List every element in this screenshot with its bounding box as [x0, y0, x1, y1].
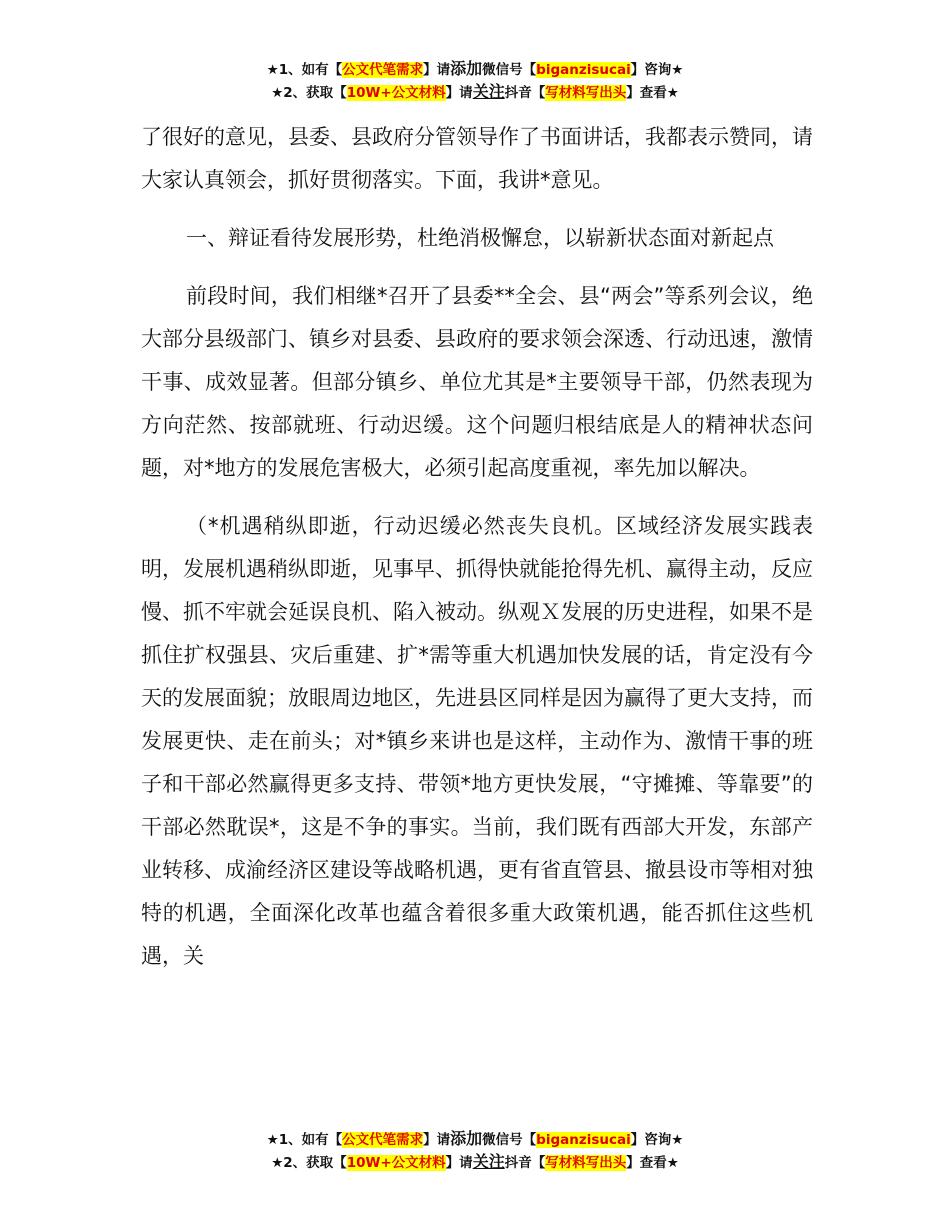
banner-text: 】查看★ [626, 85, 679, 101]
banner-highlight-ghostwriting: 公文代笔需求 [342, 62, 424, 78]
banner-text: 】查看★ [626, 1155, 679, 1171]
banner-text: 】咨询★ [630, 62, 684, 78]
banner-text: 】请 [423, 62, 451, 78]
banner-text: 】请 [445, 85, 473, 101]
banner-highlight-wechat-id: biganzisucai [536, 62, 631, 78]
banner-text: 微信号【 [482, 1132, 537, 1148]
banner-text: ★1、如有【 [266, 62, 343, 78]
banner-emphasis: 关注 [472, 82, 505, 101]
banner-line-1 [0, 58, 950, 81]
banner-text: 微信号【 [482, 62, 537, 78]
paragraph-2: 前段时间，我们相继*召开了县委**全会、县“两会”等系列会议，绝大部分县级部门、镇乡对县委、县政府的要求领会深透、行动迅速，激情干事、成效显著。但部分镇乡、单位尤其是*主要领导干部，仍然表现为方向茫然、按部就班、行动迟缓。这个问题归根结底是人的精神状态问题，对*地方的发展危害极大，必须引起高度重视，率先加以解决。 [141, 284, 813, 480]
banner-highlight-wechat-id: biganzisucai [536, 1132, 631, 1148]
banner-text: 】咨询★ [630, 1132, 684, 1148]
banner-line-1 [0, 1128, 950, 1151]
banner-emphasis: 添加 [450, 59, 483, 78]
header-banner [0, 58, 950, 104]
banner-emphasis: 关注 [472, 1152, 505, 1171]
banner-text: 抖音【 [504, 1155, 546, 1171]
banner-text: ★2、获取【 [271, 1155, 347, 1171]
banner-line-2 [0, 1151, 950, 1174]
section-heading: 一、辩证看待发展形势，杜绝消极懈怠，以崭新状态面对新起点 [186, 226, 774, 250]
banner-highlight-ghostwriting: 公文代笔需求 [342, 1132, 424, 1148]
banner-emphasis: 添加 [450, 1129, 483, 1148]
document-body [141, 116, 813, 978]
banner-text: 】请 [423, 1132, 451, 1148]
banner-text: ★1、如有【 [266, 1132, 343, 1148]
banner-highlight-douyin: 写材料写出头 [545, 85, 627, 101]
banner-text: ★2、获取【 [271, 85, 347, 101]
paragraph-1: 了很好的意见，县委、县政府分管领导作了书面讲话，我都表示赞同，请大家认真领会，抓好贯彻落实。下面，我讲*意见。 [141, 125, 813, 192]
banner-text: 】请 [445, 1155, 473, 1171]
banner-line-2 [0, 81, 950, 104]
paragraph-3: （*机遇稍纵即逝，行动迟缓必然丧失良机。区域经济发展实践表明，发展机遇稍纵即逝，见事早、抓得快就能抢得先机、赢得主动，反应慢、抓不牢就会延误良机、陷入被动。纵观Ｘ发展的历史进程，如果不是抓住扩权强县、灾后重建、扩*需等重大机遇加快发展的话，肯定没有今天的发展面貌；放眼周边地区，先进县区同样是因为赢得了更大支持，而发展更快、走在前头；对*镇乡来讲也是这样，主动作为、激情干事的班子和干部必然赢得更多支持、带领*地方更快发展，“守摊摊、等靠要”的干部必然耽误*，这是不争的事实。当前，我们既有西部大开发，东部产业转移、成渝经济区建设等战略机遇，更有省直管县、撤县设市等相对独特的机遇，全面深化改革也蕴含着很多重大政策机遇，能否抓住这些机遇，关 [141, 514, 813, 968]
banner-highlight-materials: 10W+公文材料 [346, 1155, 446, 1171]
banner-text: 抖音【 [504, 85, 546, 101]
footer-banner [0, 1128, 950, 1174]
banner-highlight-douyin: 写材料写出头 [545, 1155, 627, 1171]
banner-highlight-materials: 10W+公文材料 [346, 85, 446, 101]
